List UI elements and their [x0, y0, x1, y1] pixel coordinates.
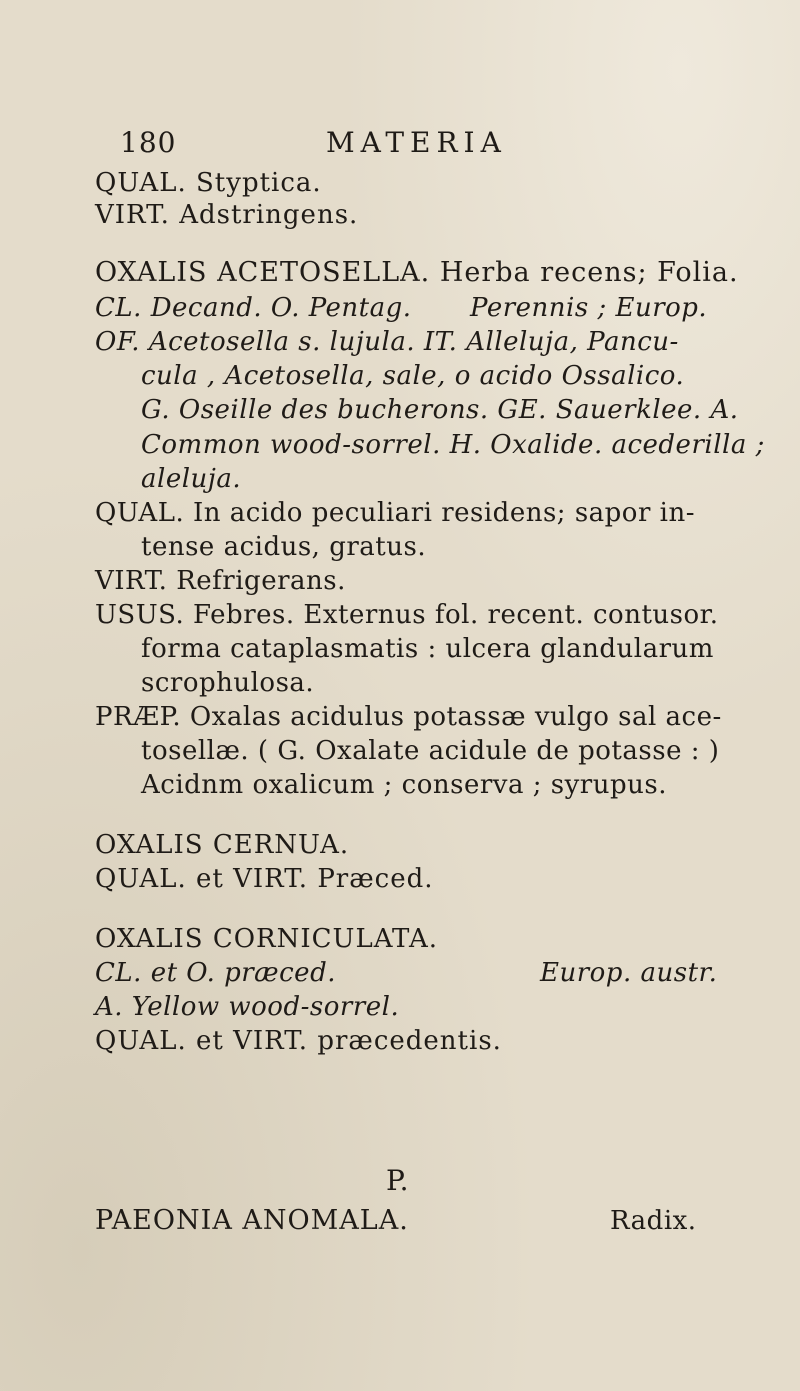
text-line: USUS. Febres. Externus fol. recent. contusor.	[95, 600, 719, 630]
text-line: G. Oseille des bucherons. GE. Sauerklee. A.	[141, 395, 739, 425]
text-line: tosellæ. ( G. Oxalate acidule de potasse : )	[141, 736, 720, 766]
text-line: aleluja.	[141, 464, 242, 494]
signature-mark: P.	[386, 1164, 410, 1197]
entry-heading: OXALIS CERNUA.	[95, 830, 350, 860]
text-line: scrophulosa.	[141, 668, 315, 698]
running-title: MATERIA	[326, 126, 507, 159]
text-line: Radix.	[610, 1206, 697, 1236]
text-line: VIRT. Refrigerans.	[95, 566, 346, 596]
text-line: Common wood-sorrel. H. Oxalide. acederilla ;	[141, 430, 765, 460]
text-line: Europ. austr.	[540, 958, 718, 988]
text-line: PRÆP. Oxalas acidulus potassæ vulgo sal ace-	[95, 702, 722, 732]
text-line: VIRT. Adstringens.	[95, 200, 359, 230]
entry-heading: OXALIS CORNICULATA.	[95, 924, 439, 954]
text-line: A. Yellow wood-sorrel.	[95, 992, 400, 1022]
text-line: OF. Acetosella s. lujula. IT. Alleluja, Pancu-	[95, 327, 679, 357]
page-number: 180	[120, 126, 177, 159]
entry-heading: OXALIS ACETOSELLA. Herba recens; Folia.	[95, 257, 739, 288]
text-line: QUAL. In acido peculiari residens; sapor in-	[95, 498, 695, 528]
text-line: QUAL. et VIRT. præcedentis.	[95, 1026, 502, 1056]
text-line: Acidnm oxalicum ; conserva ; syrupus.	[141, 770, 667, 800]
text-line: forma cataplasmatis : ulcera glandularum	[141, 634, 714, 664]
text-line: QUAL. et VIRT. Præced.	[95, 864, 434, 894]
text-line: Perennis ; Europ.	[470, 293, 708, 323]
text-line: CL. et O. præced.	[95, 958, 336, 988]
text-line: tense acidus, gratus.	[141, 532, 427, 562]
text-line: cula , Acetosella, sale, o acido Ossalico.	[141, 361, 685, 391]
entry-heading: PAEONIA ANOMALA.	[95, 1205, 409, 1236]
text-line: CL. Decand. O. Pentag.	[95, 293, 412, 323]
text-line: QUAL. Styptica.	[95, 168, 322, 198]
